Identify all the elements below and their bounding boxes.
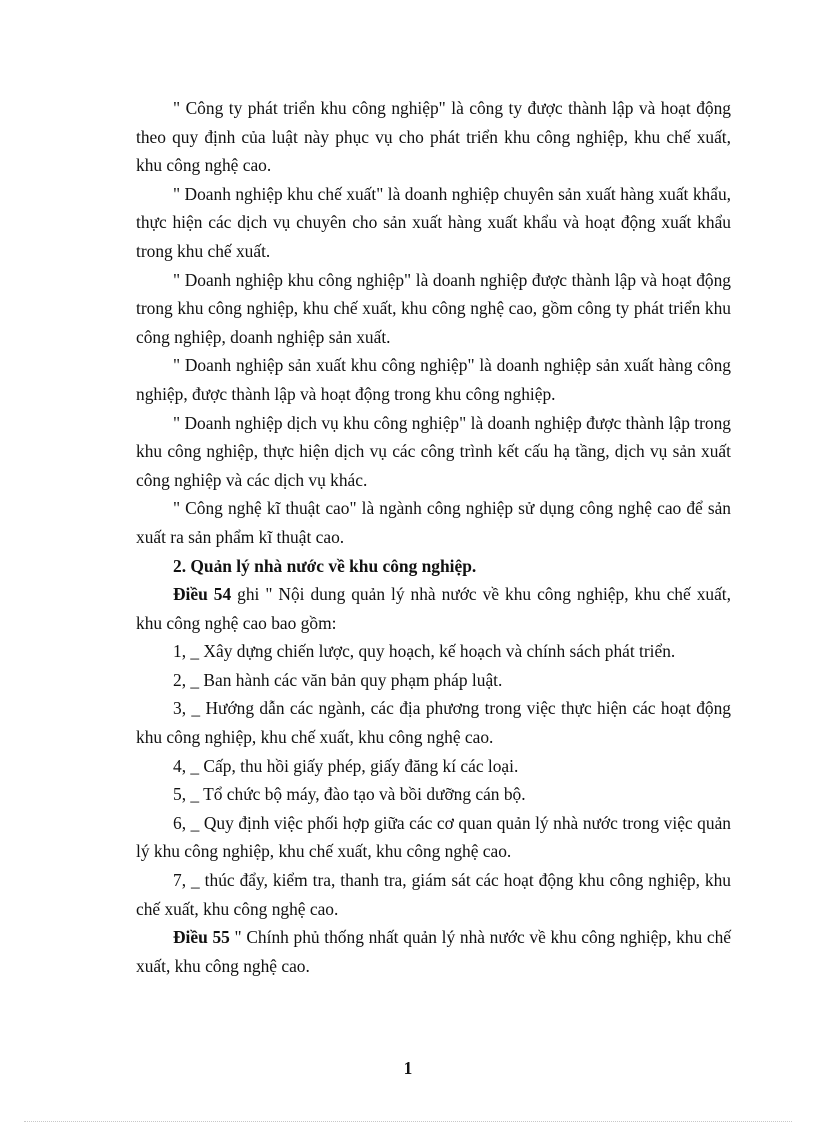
list-item: 4, _ Cấp, thu hồi giấy phép, giấy đăng kí các loại. [173, 755, 519, 776]
definition-paragraph: " Doanh nghiệp khu chế xuất" là doanh nghiệp chuyên sản xuất hàng xuất khẩu, thực hiện các dịch vụ chuyên cho sản xuất hàng xuất khẩu và hoạt động xuất khẩu trong khu chế xuất. [136, 183, 731, 261]
list-item: 5, _ Tổ chức bộ máy, đào tạo và bồi dưỡng cán bộ. [173, 784, 526, 805]
article-55-paragraph [136, 923, 731, 980]
article-54-label: Điều 54 [173, 584, 232, 605]
definition-paragraph: " Công ty phát triển khu công nghiệp" là công ty được thành lập và hoạt động theo quy định của luật này phục vụ cho phát triển khu công nghiệp, khu chế xuất, khu công nghệ cao. [136, 98, 731, 176]
page-number: 1 [403, 1058, 413, 1078]
definition-paragraph: " Doanh nghiệp khu công nghiệp" là doanh nghiệp được thành lập và hoạt động trong khu công nghiệp, khu chế xuất, khu công nghệ cao, gồm công ty phát triển khu công nghiệp, doanh nghiệp sản xuất. [136, 269, 731, 347]
list-item: 3, _ Hướng dẫn các ngành, các địa phương trong việc thực hiện các hoạt động khu công nghiệp, khu chế xuất, khu công nghệ cao. [136, 698, 731, 748]
definition-paragraph: " Doanh nghiệp sản xuất khu công nghiệp" là doanh nghiệp sản xuất hàng công nghiệp, được thành lập và hoạt động trong khu công nghiệp. [136, 355, 731, 404]
document-body [136, 94, 731, 980]
article-55-text: " Chính phủ thống nhất quản lý nhà nước về khu công nghiệp, khu chế xuất, khu công nghệ cao. [136, 927, 731, 976]
definition-paragraph: " Công nghệ kĩ thuật cao" là ngành công nghiệp sử dụng công nghệ cao để sản xuất ra sản phẩm kĩ thuật cao. [136, 498, 731, 547]
list-item: 1, _ Xây dựng chiến lược, quy hoạch, kế hoạch và chính sách phát triển. [173, 641, 676, 662]
article-54-text: ghi " Nội dung quản lý nhà nước về khu công nghiệp, khu chế xuất, khu công nghệ cao bao gồm: [136, 584, 731, 633]
article-55-label: Điều 55 [173, 927, 230, 948]
list-item: 2, _ Ban hành các văn bản quy phạm pháp luật. [173, 669, 503, 690]
list-item: 6, _ Quy định việc phối hợp giữa các cơ quan quản lý nhà nước trong việc quản lý khu công nghiệp, khu chế xuất, khu công nghệ cao. [136, 812, 731, 862]
section-heading: 2. Quản lý nhà nước về khu công nghiệp. [173, 555, 477, 576]
page-bottom-divider [24, 1121, 792, 1122]
definition-paragraph: " Doanh nghiệp dịch vụ khu công nghiệp" là doanh nghiệp được thành lập trong khu công nghiệp, thực hiện dịch vụ các công trình kết cấu hạ tầng, dịch vụ sản xuất công nghiệp và các dịch vụ khác. [136, 412, 731, 490]
article-54-paragraph [136, 580, 731, 637]
list-item: 7, _ thúc đẩy, kiểm tra, thanh tra, giám sát các hoạt động khu công nghiệp, khu chế xuất, khu công nghệ cao. [136, 870, 731, 919]
